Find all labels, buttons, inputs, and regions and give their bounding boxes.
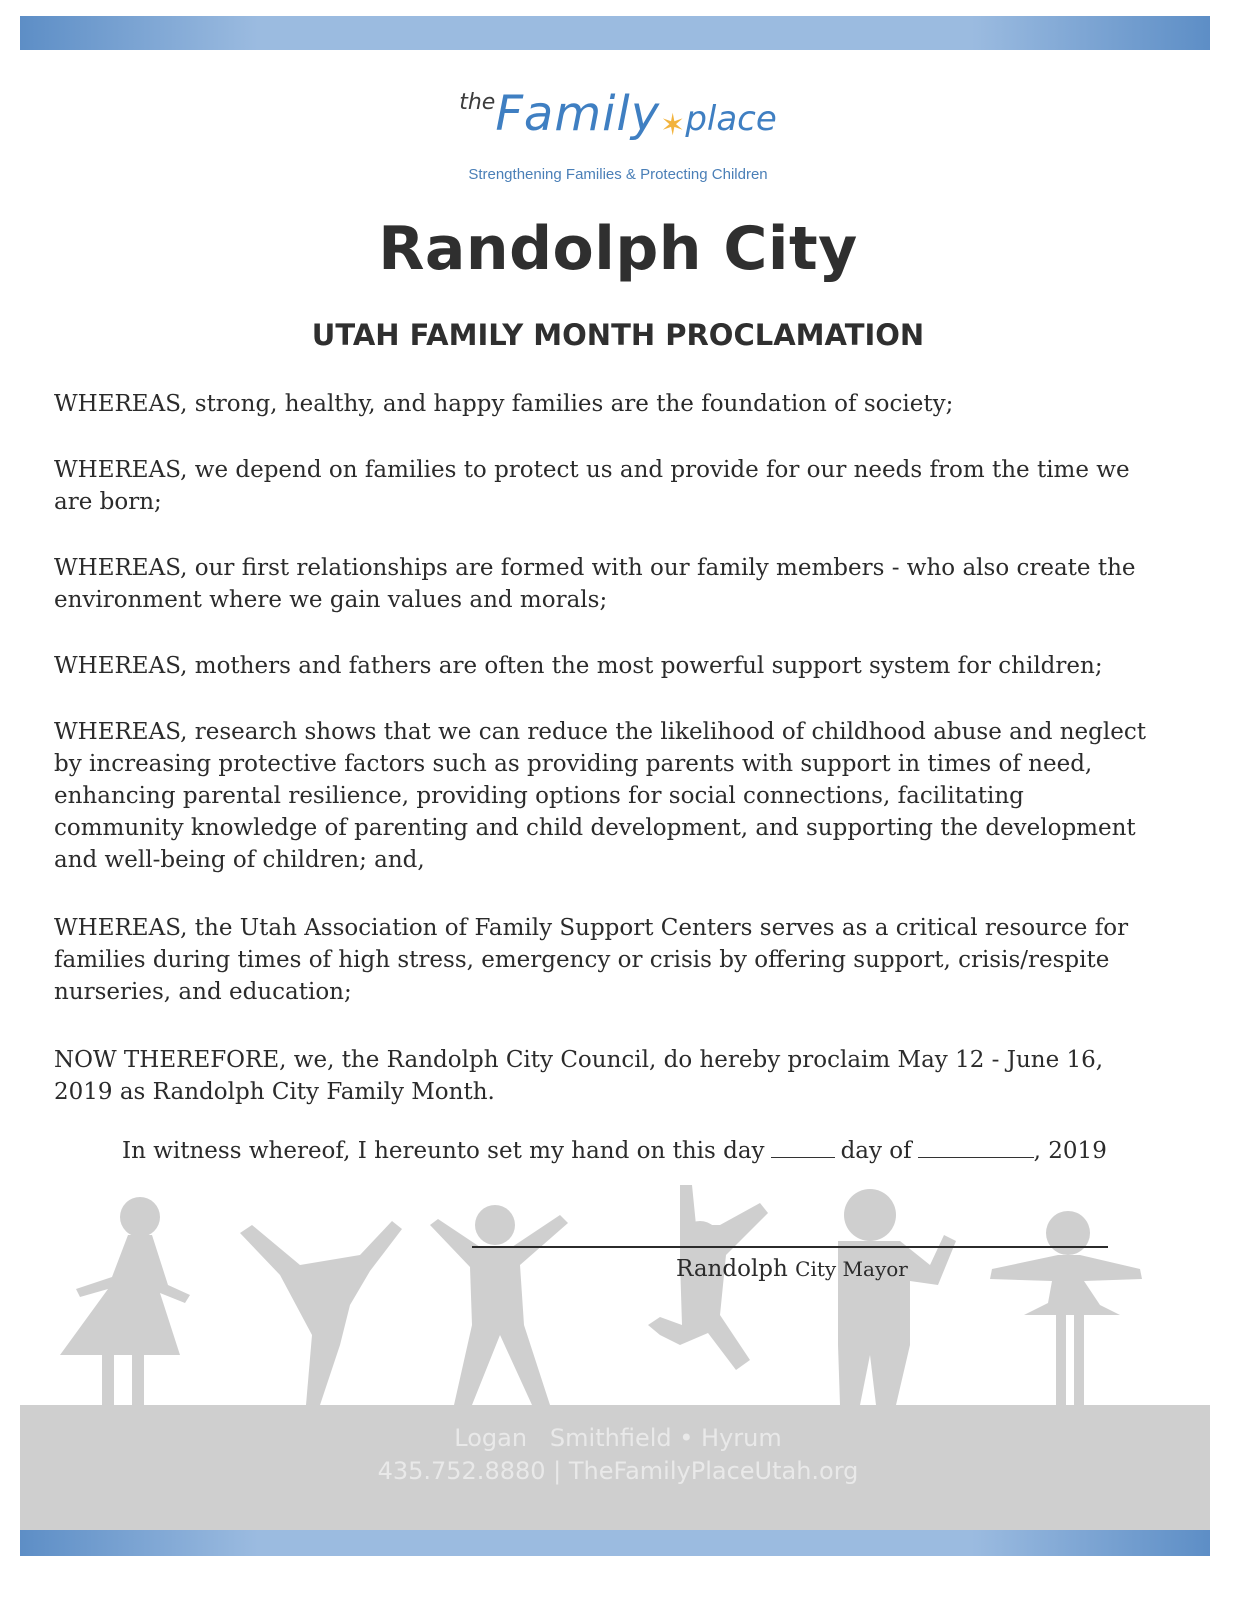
top-band xyxy=(20,16,1210,50)
mayor-title: City Mayor xyxy=(795,1257,908,1281)
logo-tagline: Strengthening Families & Protecting Children xyxy=(468,166,768,183)
witness-suffix: , 2019 xyxy=(1033,1138,1107,1164)
signature-line xyxy=(472,1246,1108,1248)
witness-prefix: In witness whereof, I hereunto set my hand on this day xyxy=(122,1138,765,1164)
proclamation-subtitle: UTAH FAMILY MONTH PROCLAMATION xyxy=(311,318,925,352)
month-blank xyxy=(918,1139,1034,1158)
day-blank xyxy=(771,1139,835,1158)
whereas-paragraph: WHEREAS, strong, healthy, and happy families are the foundation of society; xyxy=(54,391,954,417)
page-title: Randolph City xyxy=(378,214,858,284)
logo-place: place xyxy=(685,99,777,139)
bottom-band xyxy=(20,1530,1210,1556)
witness-middle: day of xyxy=(840,1138,912,1164)
whereas-paragraph: WHEREAS, we depend on families to protect us and provide for our needs from the time we are born; xyxy=(54,457,1130,515)
mayor-city-name: Randolph xyxy=(676,1256,788,1282)
footer-locations: Logan Smithfield • Hyrum xyxy=(454,1424,782,1452)
whereas-paragraph: WHEREAS, mothers and fathers are often the most powerful support system for children; xyxy=(54,653,1103,679)
logo-the: the xyxy=(459,90,496,115)
proclamation-body xyxy=(54,388,1154,1108)
children-silhouettes-illustration xyxy=(20,1185,1210,1405)
footer-contact: 435.752.8880 | TheFamilyPlaceUtah.org xyxy=(377,1457,859,1485)
whereas-paragraph: WHEREAS, the Utah Association of Family Support Centers serves as a critical resource for families during times of high stress, emergency or crisis by offering support, crisis/respite nurseries, and education; xyxy=(54,915,1129,1005)
now-therefore-paragraph: NOW THEREFORE, we, the Randolph City Council, do hereby proclaim May 12 - June 16, 2019 as Randolph City Family Month. xyxy=(54,1047,1104,1105)
whereas-paragraph: WHEREAS, research shows that we can reduce the likelihood of childhood abuse and neglect by increasing protective factors such as providing parents with support in times of need, enhancing parental resilience, providing options for social connections, facilitating community knowledge of parenting and child development, and supporting the development and well-being of children; and, xyxy=(54,719,1146,873)
mayor-signature-label xyxy=(676,1256,908,1282)
whereas-paragraph: WHEREAS, our first relationships are formed with our family members - who also create the environment where we gain values and morals; xyxy=(54,555,1136,613)
family-place-logo xyxy=(0,86,1236,143)
star-icon: ✶ xyxy=(660,108,686,143)
logo-family: Family xyxy=(495,86,661,142)
witness-line xyxy=(122,1138,1172,1164)
